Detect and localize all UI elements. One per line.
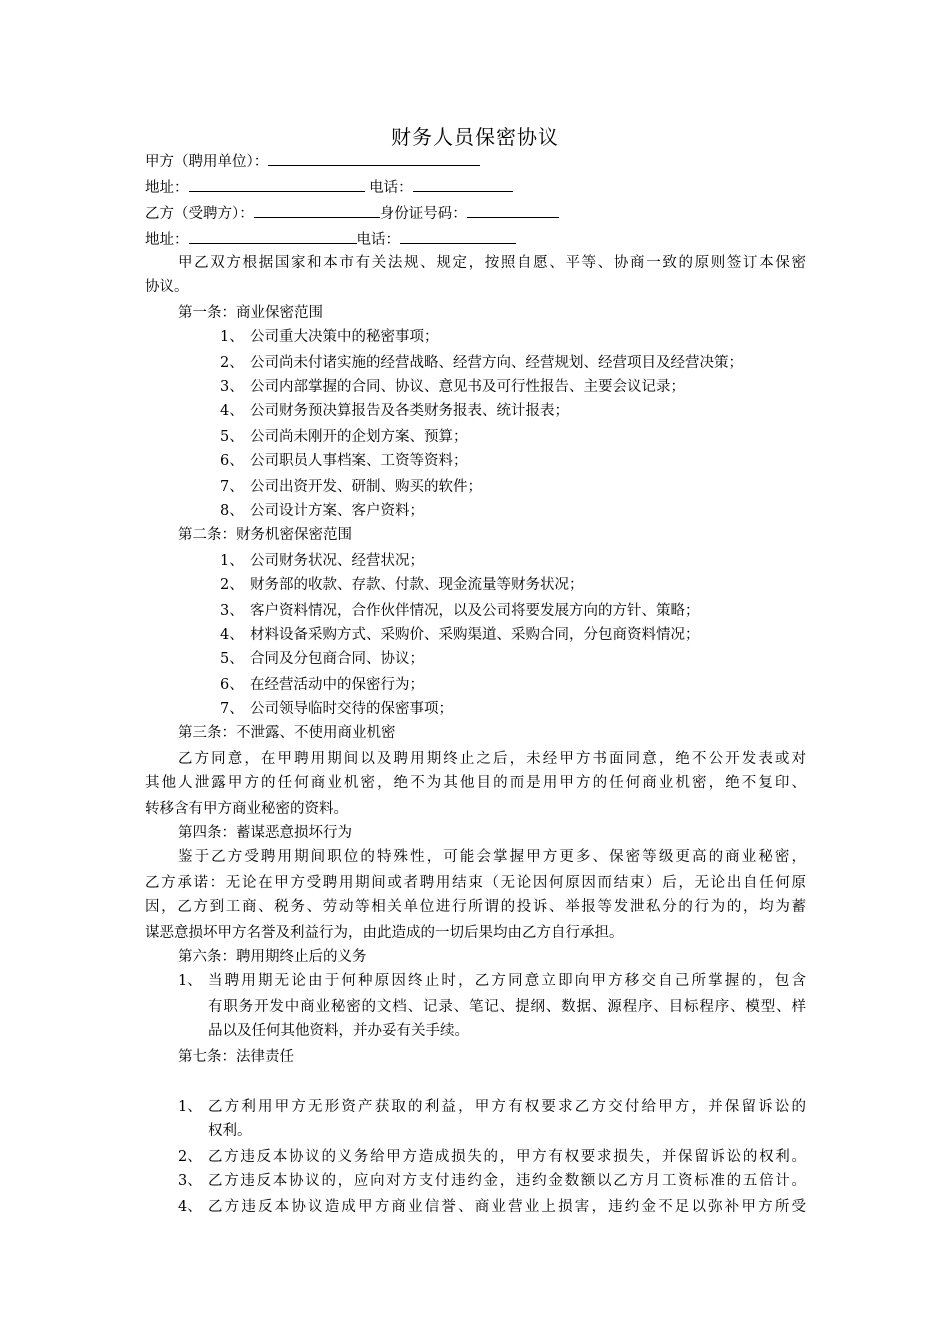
address-a-blank [189, 176, 365, 192]
item-number: 7、 [220, 701, 244, 717]
article7-item-1 [208, 1096, 806, 1118]
article1-item-1 [220, 326, 439, 348]
item-text: 材料设备采购方式、采购价、采购渠道、采购合同，分包商资料情况； [250, 627, 700, 643]
item-number: 5、 [220, 429, 244, 445]
article4-line-2 [145, 872, 806, 894]
article7-item-3 [208, 1170, 806, 1192]
paragraph-text: 鉴于乙方受聘用期间职位的特殊性，可能会掌握甲方更多、保密等级更高的商业秘密， [178, 849, 806, 865]
article3-line-2 [145, 772, 806, 794]
article1-item-7 [220, 476, 482, 498]
party-b-label: 乙方（受聘方）： [145, 206, 254, 222]
article1-item-5 [220, 426, 468, 448]
article2-item-6 [220, 674, 424, 696]
item-number: 1、 [220, 329, 244, 345]
article7-item-1-number: 1、 [178, 1099, 202, 1115]
article1-item-3 [220, 376, 685, 398]
party-a-label: 甲方（聘用单位）： [145, 154, 269, 170]
paragraph-text: 因，乙方到工商、税务、劳动等相关单位进行所谓的投诉、举报等发泄私分的行为的，均为蓄 [145, 899, 806, 915]
item-number: 6、 [220, 677, 244, 693]
party-b-blank [254, 202, 380, 218]
address-a-label: 地址： [145, 180, 189, 196]
phone-a-label: 电话： [369, 180, 413, 196]
article6-item-number: 1、 [178, 973, 202, 989]
article2-item-1 [220, 550, 424, 572]
article6-heading: 第六条：聘用期终止后的义务 [178, 949, 367, 965]
item-number: 6、 [220, 453, 244, 469]
item-text: 客户资料情况，合作伙伴情况，以及公司将要发展方向的方针、策略； [250, 603, 700, 619]
paragraph-text: 其他人泄露甲方的任何商业机密，绝不为其他目的而是用甲方的任何商业机密，绝不复印、 [145, 775, 806, 791]
intro-line-2: 协议。 [145, 279, 189, 295]
article2-item-3 [220, 600, 700, 622]
party-a-blank [268, 150, 480, 166]
item-number: 8、 [220, 503, 244, 519]
item-text: 公司内部掌握的合同、协议、意见书及可行性报告、主要会议记录； [250, 379, 685, 395]
article1-heading: 第一条：商业保密范围 [178, 305, 323, 321]
article1-item-6 [220, 450, 468, 472]
document-title: 财务人员保密协议 [391, 125, 559, 149]
article7-item-1-cont: 权利。 [208, 1123, 252, 1139]
item-text: 乙方利用甲方无形资产获取的利益，甲方有权要求乙方交付给甲方，并保留诉讼的 [208, 1099, 806, 1115]
paragraph-text: 乙方同意，在甲聘用期间以及聘用期终止之后，未经甲方书面同意，绝不公开发表或对 [178, 751, 806, 767]
item-text: 公司职员人事档案、工资等资料； [250, 453, 468, 469]
paragraph-text: 有职务开发中商业秘密的文档、记录、笔记、提纲、数据、源程序、目标程序、模型、样 [208, 999, 806, 1015]
item-text: 在经营活动中的保密行为； [250, 677, 424, 693]
party-b-row [145, 202, 559, 224]
article3-line-1 [178, 748, 806, 770]
article7-heading: 第七条：法律责任 [178, 1049, 294, 1065]
article1-item-2 [220, 352, 743, 374]
item-number: 5、 [220, 651, 244, 667]
article3-heading: 第三条：不泄露、不使用商业机密 [178, 725, 396, 741]
address-b-blank [189, 228, 357, 244]
article7-item-4 [208, 1196, 806, 1218]
address-b-row [145, 228, 516, 250]
article2-item-5 [220, 648, 424, 670]
article6-line-2 [208, 996, 806, 1018]
item-text: 公司领导临时交待的保密事项； [250, 701, 453, 717]
item-number: 3、 [220, 603, 244, 619]
paragraph-text: 当聘用期无论由于何种原因终止时，乙方同意立即向甲方移交自己所掌握的，包含 [208, 973, 806, 989]
item-text: 公司尚未刚开的企划方案、预算； [250, 429, 468, 445]
article1-item-8 [220, 500, 424, 522]
item-text: 合同及分包商合同、协议； [250, 651, 424, 667]
article6-line-3: 品以及任何其他资料，并办妥有关手续。 [208, 1023, 469, 1039]
article7-item-4-number: 4、 [178, 1199, 202, 1215]
phone-a-blank [413, 176, 513, 192]
item-text: 公司设计方案、客户资料； [250, 503, 424, 519]
article7-item-2 [208, 1146, 806, 1168]
item-text: 财务部的收款、存款、付款、现金流量等财务状况； [250, 577, 584, 593]
item-text: 公司出资开发、研制、购买的软件； [250, 479, 482, 495]
item-number: 4、 [220, 627, 244, 643]
article4-heading: 第四条：蓄谋恶意损坏行为 [178, 825, 352, 841]
id-no-blank [467, 202, 559, 218]
address-a-row [145, 176, 513, 198]
article7-item-2-number: 2、 [178, 1149, 202, 1165]
party-a-row [145, 150, 480, 172]
address-b-label: 地址： [145, 232, 189, 248]
item-text: 公司重大决策中的秘密事项； [250, 329, 439, 345]
item-text: 公司财务预决算报告及各类财务报表、统计报表； [250, 403, 569, 419]
item-text: 乙方违反本协议造成甲方商业信誉、商业营业上损害，违约金不足以弥补甲方所受 [208, 1199, 806, 1215]
item-text: 乙方违反本协议的，应向对方支付违约金，违约金数额以乙方月工资标准的五倍计。 [208, 1173, 806, 1189]
item-number: 2、 [220, 577, 244, 593]
item-text: 公司财务状况、经营状况； [250, 553, 424, 569]
article7-item-3-number: 3、 [178, 1173, 202, 1189]
article4-line-1 [178, 846, 806, 868]
article4-line-4: 谋恶意损坏甲方名誉及利益行为，由此造成的一切后果均由乙方自行承担。 [145, 925, 624, 941]
article6-line-1 [208, 970, 806, 992]
item-number: 1、 [220, 553, 244, 569]
item-number: 2、 [220, 355, 244, 371]
article2-heading: 第二条：财务机密保密范围 [178, 527, 352, 543]
article2-item-7 [220, 698, 453, 720]
article4-line-3 [145, 896, 806, 918]
id-no-label: 身份证号码： [379, 206, 467, 222]
intro-text-1: 甲乙双方根据国家和本市有关法规、规定，按照自愿、平等、协商一致的原则签订本保密 [178, 255, 806, 271]
intro-line-1 [178, 252, 806, 274]
item-text: 公司尚未付诸实施的经营战略、经营方向、经营规划、经营项目及经营决策； [250, 355, 743, 371]
article1-item-4 [220, 400, 569, 422]
item-number: 3、 [220, 379, 244, 395]
item-number: 7、 [220, 479, 244, 495]
phone-b-blank [400, 228, 516, 244]
article2-item-2 [220, 574, 584, 596]
article2-item-4 [220, 624, 700, 646]
item-number: 4、 [220, 403, 244, 419]
item-text: 乙方违反本协议的义务给甲方造成损失的，甲方有权要求损失，并保留诉讼的权利。 [208, 1149, 806, 1165]
phone-b-label: 电话： [356, 232, 400, 248]
paragraph-text: 乙方承诺：无论在甲方受聘用期间或者聘用结束（无论因何原因而结束）后，无论出自任何原 [145, 875, 806, 891]
article3-line-3: 转移含有甲方商业秘密的资料。 [145, 801, 348, 817]
